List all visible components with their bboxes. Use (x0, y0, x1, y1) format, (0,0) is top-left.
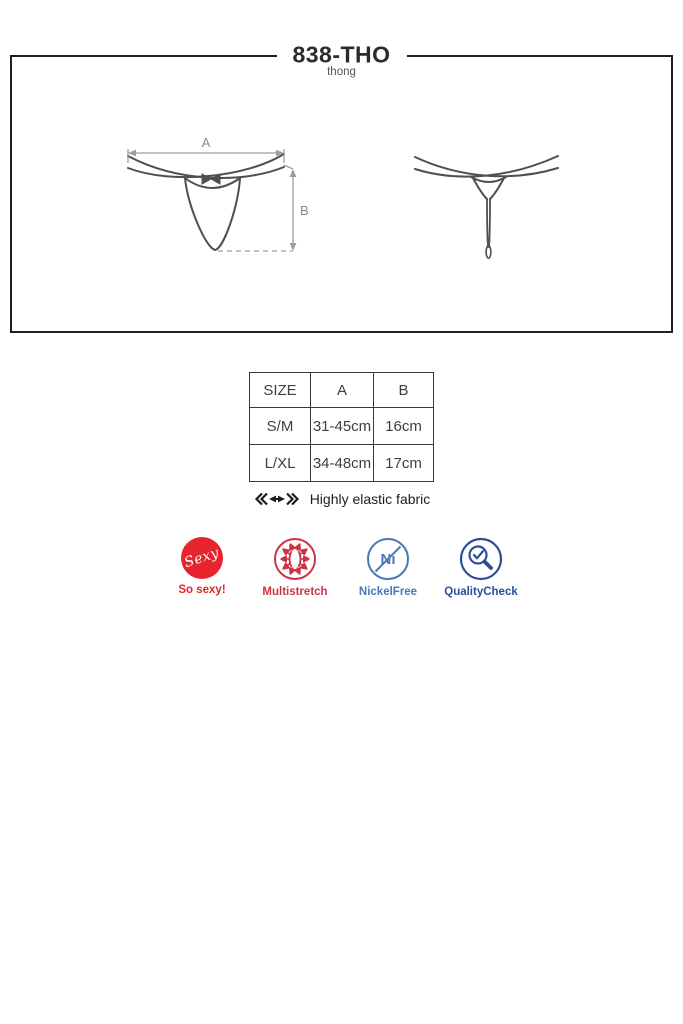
diagram-box (10, 41, 673, 333)
multistretch-icon (273, 537, 317, 581)
badge-nickel-free (353, 537, 423, 598)
badge-label: QualityCheck (444, 586, 518, 598)
thong-technical-drawing (12, 57, 671, 331)
a-cell: 34-48cm (311, 445, 374, 482)
feature-badges (167, 537, 516, 598)
sexy-script-text: Sexy (182, 544, 222, 572)
badge-so-sexy (167, 537, 237, 596)
a-column-header: A (311, 373, 374, 408)
table-row (250, 445, 434, 482)
fabric-note-text: Highly elastic fabric (309, 491, 431, 507)
spec-content (0, 372, 683, 598)
size-cell: S/M (250, 408, 311, 445)
thong-front-view-drawing (128, 154, 284, 250)
badge-label: So sexy! (178, 584, 226, 596)
b-cell: 16cm (374, 408, 434, 445)
thong-back-view-drawing (415, 156, 558, 258)
magnifier-check-icon (459, 537, 503, 581)
dimension-a-label: A (201, 135, 211, 150)
a-cell: 31-45cm (311, 408, 374, 445)
stretch-arrow-icon (253, 492, 301, 506)
size-cell: L/XL (250, 445, 311, 482)
badge-label: NickelFree (358, 586, 418, 598)
badge-quality-check (446, 537, 516, 598)
size-table (249, 372, 434, 482)
b-column-header: B (374, 373, 434, 408)
product-type-subtitle: thong (327, 66, 356, 78)
badge-label: Multistretch (262, 586, 328, 598)
badge-multistretch (260, 537, 330, 598)
fabric-note (253, 491, 431, 507)
nickel-symbol-text: Ni (380, 551, 396, 568)
table-row (250, 408, 434, 445)
b-cell: 17cm (374, 445, 434, 482)
dimension-a-arrow (128, 149, 284, 163)
size-column-header: SIZE (250, 373, 311, 408)
dimension-b-label: B (300, 203, 309, 218)
size-table-header-row (250, 373, 434, 408)
nickel-crossed-icon (366, 537, 410, 581)
sexy-circle-icon (181, 537, 223, 579)
product-code-title: 838-THO (276, 44, 406, 67)
